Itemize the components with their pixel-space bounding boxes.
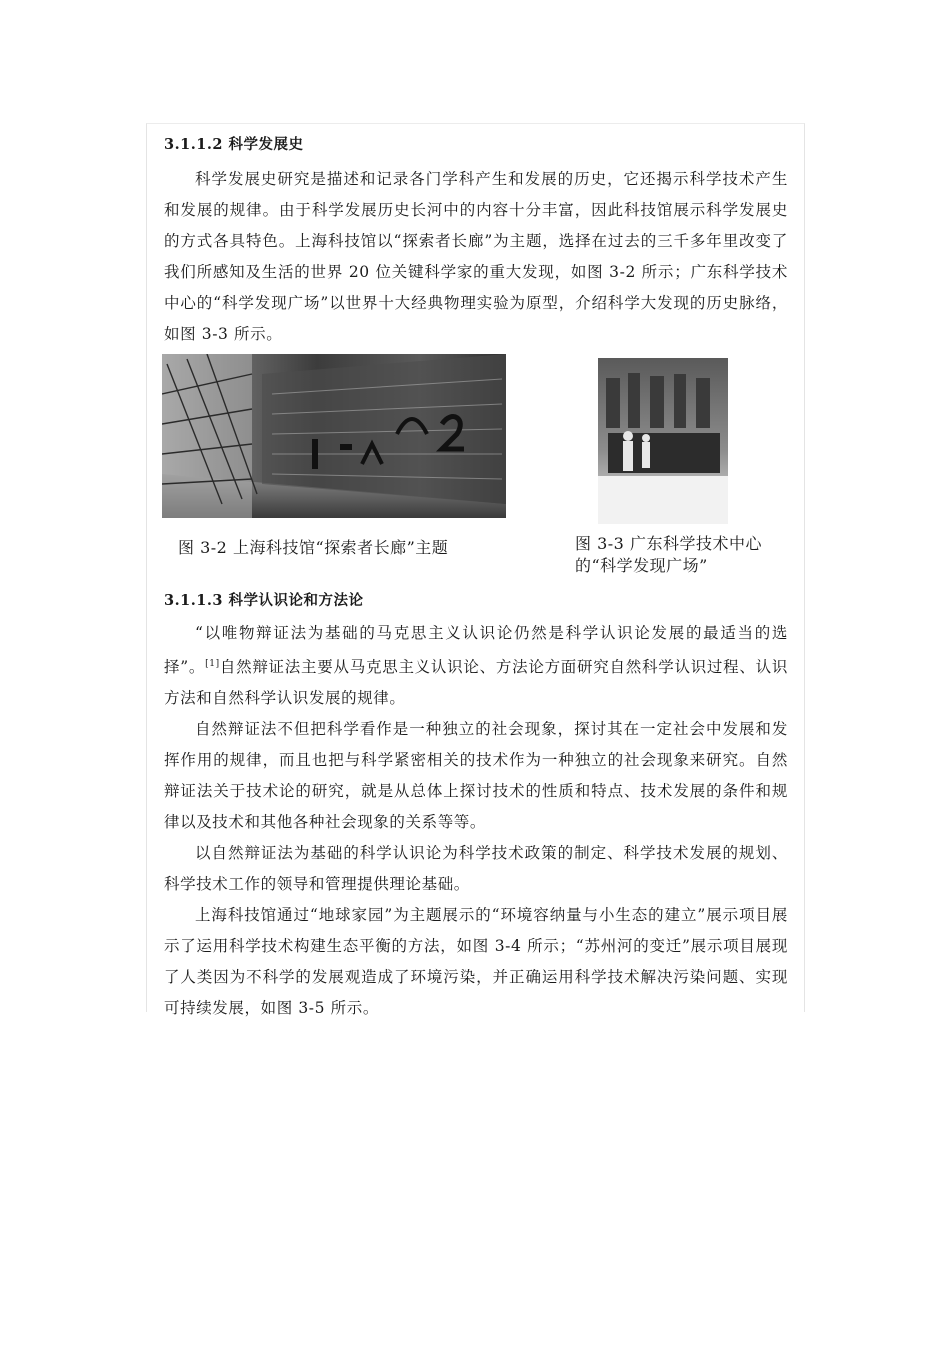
figure-row [164,354,788,590]
figure-3-2-photo [162,354,506,518]
section-heading-epistemology: 3.1.1.3 科学认识论和方法论 [164,592,364,609]
paragraph-history: 科学发展史研究是描述和记录各门学科产生和发展的历史，它还揭示科学技术产生和发展的规律。由于科学发展历史长河中的内容十分丰富，因此科技馆展示科学发展史的方式各具特色。上海科技馆以“探索者长廊”为主题，选择在过去的三千多年里改变了我们所感知及生活的世界 20 位关键科学家的重大发现，如图 3-2 所示；广东科学技术中心的“科学发现广场”以世界十大经典物理实验为原型，介绍科学大发现的历史脉络，如图 3-3 所示。 [164,170,788,343]
page-content [164,134,788,1024]
figure-3-2-caption: 图 3-2 上海科技馆“探索者长廊”主题 [178,538,449,557]
paragraph-dialectics: 自然辩证法不但把科学看作是一种独立的社会现象，探讨其在一定社会中发展和发挥作用的规律，而且也把与科学紧密相关的技术作为一种独立的社会现象来研究。自然辩证法关于技术论的研究，就是从总体上探讨技术的性质和特点、技术发展的条件和规律以及技术和其他各种社会现象的关系等等。 [164,720,788,832]
reference-mark: [1] [205,659,220,669]
document-page [146,123,805,1018]
paragraph-rest: 自然辩证法主要从马克思主义认识论、方法论方面研究自然科学认识过程、认识方法和自然科学认识发展的规律。 [164,658,788,708]
figure-3-3-caption: 图 3-3 广东科学技术中心的“科学发现广场” [575,534,762,575]
paragraph-exhibits: 上海科技馆通过“地球家园”为主题展示的“环境容纳量与小生态的建立”展示项目展示了运用科学技术构建生态平衡的方法，如图 3-4 所示；“苏州河的变迁”展示项目展现了人类因为不科学的发展观造成了环境污染，并正确运用科学技术解决污染问题、实现可持续发展，如图 3-5 所示。 [164,906,788,1018]
quote-text: “以唯物辩证法为基础的马克思主义认识论仍然是科学认识论发展的最适当的选择”。 [164,624,788,677]
paragraph-policy-basis: 以自然辩证法为基础的科学认识论为科学技术政策的制定、科学技术发展的规划、科学技术工作的领导和管理提供理论基础。 [164,844,788,894]
section-heading-history: 3.1.1.2 科学发展史 [164,136,304,153]
figure-3-3-photo [598,358,728,524]
paragraph-marxist-epistemology [164,618,788,714]
